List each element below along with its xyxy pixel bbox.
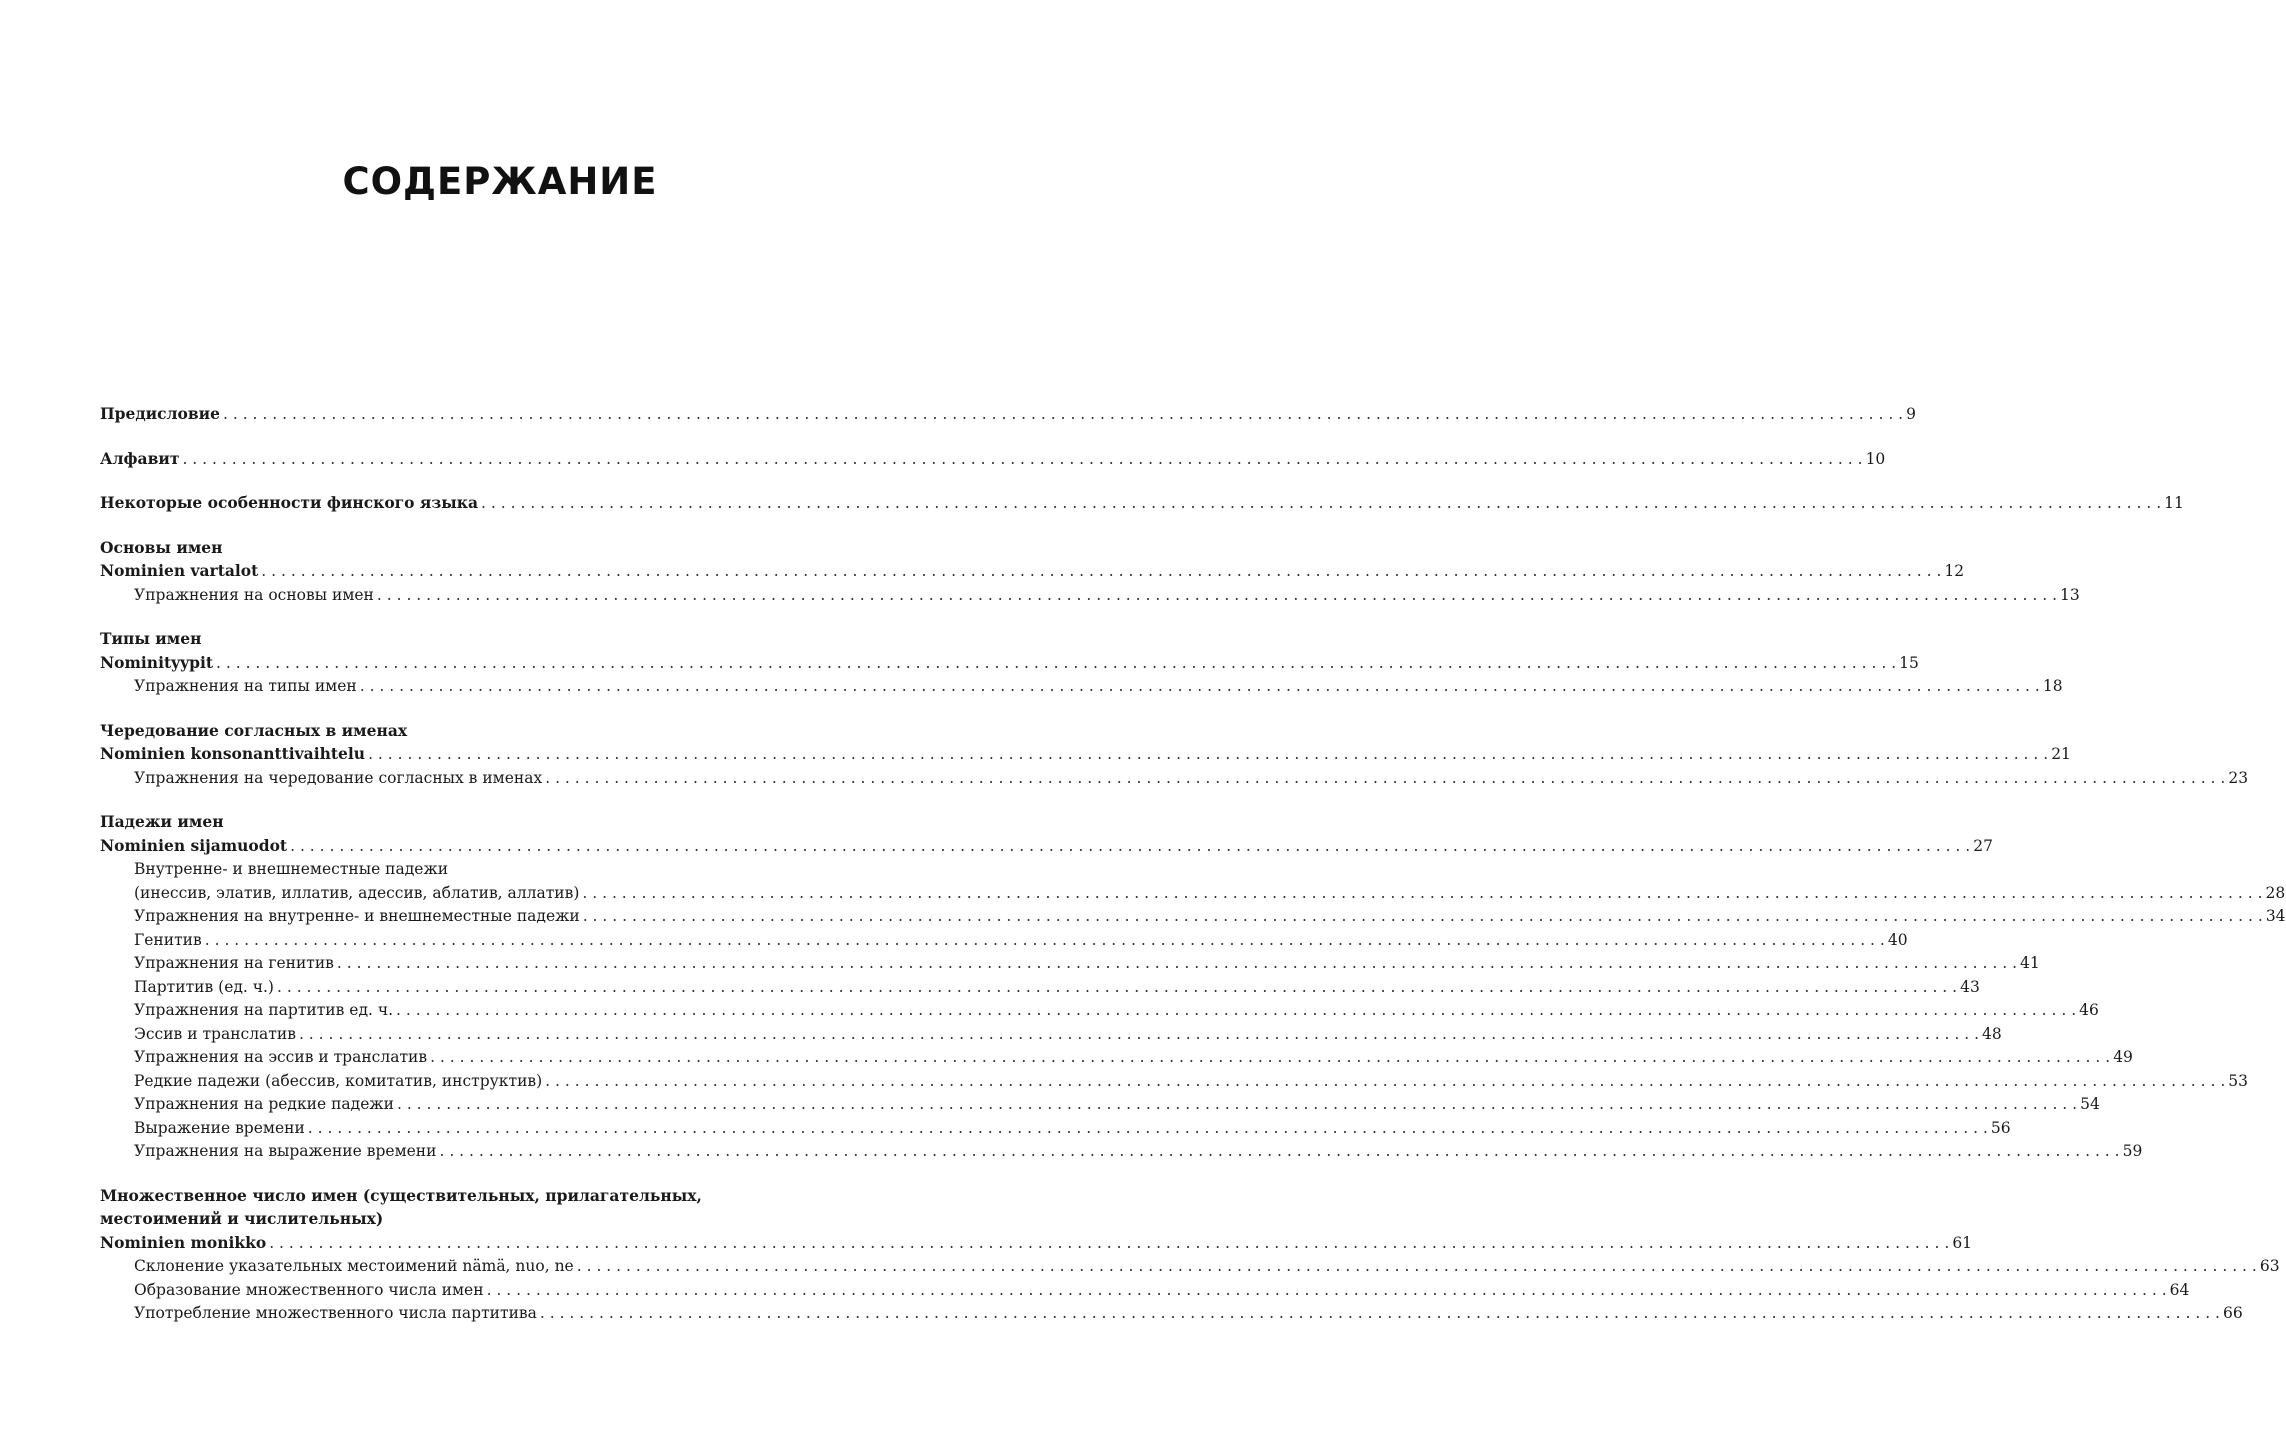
toc-entry-title: Выражение времени [134,1118,305,1137]
toc-page-number: 28 [2265,883,2286,902]
toc-entry-title: Nominityypit [100,652,214,672]
toc-entry-title: Употребление множественного числа партитива [134,1304,537,1322]
toc-page-number: 23 [2228,768,2249,787]
toc-page-number: 66 [2222,1304,2243,1322]
dot-leader [205,929,1885,953]
dot-leader [182,447,1862,472]
toc-page-number: 11 [2164,494,2184,512]
toc-page-number: 56 [1990,1118,2011,1137]
toc-entry [100,491,2184,516]
toc-entry-title: Типы имен [100,629,202,648]
toc-subentry [100,1302,2243,1326]
toc-section [100,719,2249,791]
dot-leader [430,1046,2110,1070]
toc-section [100,627,2063,699]
toc-entry-title: Nominien vartalot [100,561,259,580]
toc-subentry [100,1140,2143,1164]
toc-page-number: 40 [1887,930,1908,949]
toc-entry-title: Nominien konsonanttivaihtelu [100,744,366,763]
dot-leader [396,999,2076,1023]
toc-entry-title: Редкие падежи (абессив, комитатив, инструктив) [134,1071,543,1090]
toc-subentry [100,1070,2249,1094]
toc-entry-title: Упражнения на основы имен [134,585,374,604]
dot-leader [337,952,2017,976]
toc-entry-title: Упражнения на эссив и транслатив [134,1048,428,1066]
dot-leader [308,1117,1988,1141]
toc-entry-title: (инессив, элатив, иллатив, адессив, аблатив, аллатив) [134,883,580,902]
toc-subentry [100,1046,2133,1070]
dot-leader [216,651,1896,676]
toc-entry-title: Упражнения на генитив [134,954,334,972]
toc-page-number: 48 [1982,1024,2002,1043]
toc-section [100,536,2080,608]
toc-page-number: 61 [1952,1233,1973,1252]
toc-entry-title: Упражнения на редкие падежи [134,1095,394,1113]
toc-entry-title: Nominien monikko [100,1232,267,1252]
table-of-contents [100,402,2286,1346]
toc-section [100,402,1916,427]
toc-entry [100,719,874,743]
toc-entry-title: Упражнения на партитив ед. ч. [134,1001,394,1019]
toc-entry-title: Алфавит [100,448,180,468]
toc-page-number: 18 [2042,677,2063,695]
toc-entry [100,627,874,651]
dot-leader [377,584,2057,608]
toc-entry-title: Nominien sijamuodot [100,835,288,855]
toc-subentry [100,952,2040,976]
toc-page-number: 63 [2259,1257,2280,1275]
toc-subentry [100,976,1980,1000]
dot-leader [583,905,2263,929]
toc-entry-title: Множественное число имен (существительных, прилагательных, [100,1185,702,1205]
toc-page-number: 10 [1865,449,1886,468]
toc-entry [100,742,2071,767]
toc-entry-title: Партитив (ед. ч.) [134,977,274,996]
toc-page-number: 9 [1906,405,1916,423]
dot-leader [582,882,2262,906]
dot-leader [261,559,1941,584]
toc-entry-title: Склонение указательных местоимений nämä, nuo, ne [134,1257,574,1275]
toc-entry [100,1231,1973,1256]
dot-leader [299,1023,1979,1047]
toc-entry-title: Генитив [134,930,202,949]
dot-leader [368,742,2048,767]
toc-page-number: 15 [1899,653,1919,672]
toc-entry [100,536,874,560]
dot-leader [545,767,2225,791]
dot-leader [397,1093,2077,1117]
dot-leader [269,1231,1949,1256]
dot-leader [290,834,1970,859]
toc-page-number: 27 [1973,836,1993,855]
dot-leader [540,1302,2220,1326]
toc-page-number: 12 [1944,562,1965,580]
toc-entry-title: Упражнения на выражение времени [134,1142,437,1160]
dot-leader [360,675,2040,699]
toc-entry [100,559,1965,584]
toc-page-number: 34 [2265,907,2286,925]
toc-subentry [100,1117,2011,1141]
toc-entry [100,810,874,834]
toc-subentry [100,675,2063,699]
page-title: СОДЕРЖАНИЕ [342,160,658,203]
toc-entry-title: Предисловие [100,404,220,423]
toc-subentry [100,1023,2002,1047]
toc-page-number: 53 [2228,1071,2249,1090]
toc-entry-title: Основы имен [100,537,223,557]
toc-entry [100,1207,874,1231]
toc-subentry [100,882,2286,906]
toc-page-number: 64 [2169,1280,2190,1299]
toc-entry-title: Упражнения на внутренне- и внешнеместные падежи [134,907,580,925]
dot-leader [487,1279,2167,1303]
dot-leader [577,1255,2257,1279]
toc-entry [100,834,1993,859]
toc-subentry [100,999,2099,1023]
toc-subentry [100,929,1908,953]
toc-page-number: 54 [2080,1095,2100,1113]
toc-page-number: 46 [2079,1001,2099,1019]
toc-section [100,491,2184,516]
toc-section [100,810,2286,1164]
toc-page-number: 13 [2060,585,2080,604]
toc-entry-title: Некоторые особенности финского языка [100,493,479,512]
toc-subentry [100,1093,2100,1117]
toc-subentry [100,905,2286,929]
toc-entry-title: Внутренне- и внешнеместные падежи [134,860,449,878]
dot-leader [545,1070,2225,1094]
dot-leader [481,491,2161,516]
toc-entry-title: местоимений и числительных) [100,1209,384,1228]
dot-leader [223,402,1903,427]
toc-page-number: 43 [1960,977,1980,996]
toc-entry [100,402,1916,427]
toc-entry [100,447,1886,472]
toc-entry [100,1184,874,1208]
toc-entry-title: Образование множественного числа имен [134,1280,484,1299]
toc-entry [100,651,1919,676]
toc-section [100,447,1886,472]
toc-entry-title: Падежи имен [100,812,224,831]
toc-entry-title: Упражнения на чередование согласных в именах [134,768,543,787]
dot-leader [277,976,1957,1000]
toc-subentry [100,858,874,882]
toc-page-number: 59 [2122,1142,2143,1160]
toc-entry-title: Эссив и транслатив [134,1024,296,1043]
toc-subentry [100,767,2249,791]
toc-subentry [100,1279,2190,1303]
toc-page-number: 21 [2051,745,2071,763]
toc-entry-title: Упражнения на типы имен [134,677,357,695]
toc-subentry [100,584,2080,608]
toc-page-number: 49 [2113,1048,2133,1066]
toc-section [100,1184,2280,1326]
toc-entry-title: Чередование согласных в именах [100,720,408,740]
toc-subentry [100,1255,2280,1279]
dot-leader [439,1140,2119,1164]
toc-page-number: 41 [2020,954,2040,972]
